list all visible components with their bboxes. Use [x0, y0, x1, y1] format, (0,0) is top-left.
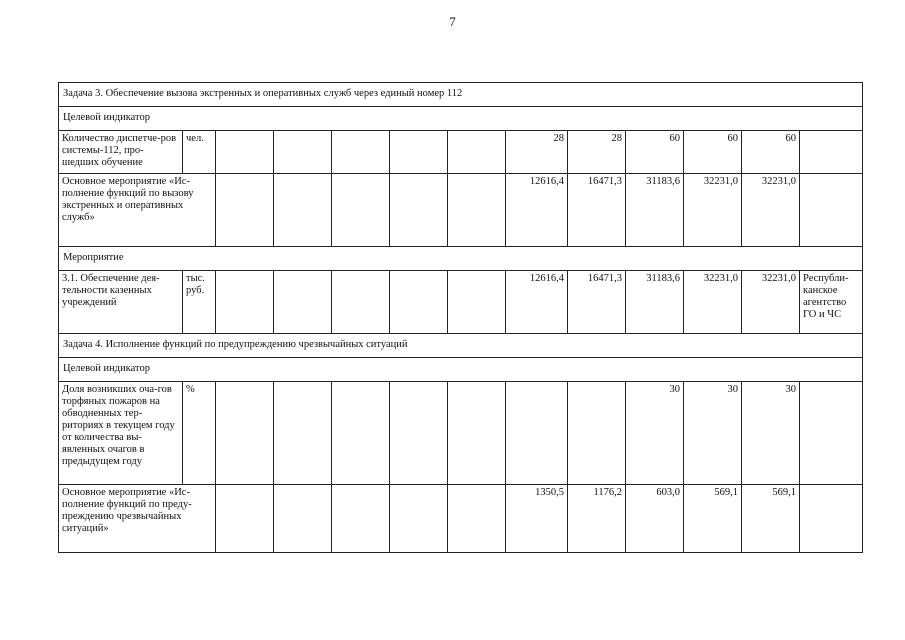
main-event-name: Основное мероприятие «Ис-полнение функций по вызову экстренных и оперативных служб»: [59, 174, 216, 247]
executor-cell: Республи-канское агентство ГО и ЧС: [800, 271, 863, 334]
value-cell: 1350,5: [506, 485, 568, 553]
table-row: [59, 485, 863, 553]
value-cell: 30: [684, 382, 742, 485]
table-row: [59, 382, 863, 485]
unit-cell: чел.: [183, 131, 216, 174]
task3-row: [59, 83, 863, 107]
table-row: [59, 131, 863, 174]
task3-title: Задача 3. Обеспечение вызова экстренных и оперативных служб через единый номер 112: [59, 83, 863, 107]
main-event-name: Основное мероприятие «Ис-полнение функций по преду-преждению чрезвычайных ситуаций»: [59, 485, 216, 553]
value-cell: 60: [626, 131, 684, 174]
value-cell: 28: [506, 131, 568, 174]
program-table: [58, 82, 863, 553]
event-name: 3.1. Обеспечение дея-тельности казенных учреждений: [59, 271, 183, 334]
indicator-name: Доля возникших оча-гов торфяных пожаров на обводненных тер-риториях в текущем году от количества вы-явленных очагов в предыдущем году: [59, 382, 183, 485]
value-cell: 603,0: [626, 485, 684, 553]
task3-indicator-header-row: [59, 107, 863, 131]
table-row: [59, 174, 863, 247]
unit-cell: %: [183, 382, 216, 485]
value-cell: 1176,2: [568, 485, 626, 553]
value-cell: 16471,3: [568, 271, 626, 334]
value-cell: 12616,4: [506, 271, 568, 334]
indicator-header: Целевой индикатор: [59, 107, 863, 131]
value-cell: 30: [626, 382, 684, 485]
event-header: Мероприятие: [59, 247, 863, 271]
indicator-header: Целевой индикатор: [59, 358, 863, 382]
value-cell: 30: [742, 382, 800, 485]
value-cell: 31183,6: [626, 174, 684, 247]
value-cell: 12616,4: [506, 174, 568, 247]
task4-title: Задача 4. Исполнение функций по предупреждению чрезвычайных ситуаций: [59, 334, 863, 358]
value-cell: 60: [742, 131, 800, 174]
page-number: 7: [449, 14, 456, 29]
unit-cell: тыс. руб.: [183, 271, 216, 334]
value-cell: 32231,0: [742, 271, 800, 334]
value-cell: 16471,3: [568, 174, 626, 247]
task4-indicator-header-row: [59, 358, 863, 382]
indicator-name: Количество диспетче-ров системы-112, про-шедших обучение: [59, 131, 183, 174]
task4-row: [59, 334, 863, 358]
event-header-row: [59, 247, 863, 271]
value-cell: 60: [684, 131, 742, 174]
value-cell: 28: [568, 131, 626, 174]
table-row: [59, 271, 863, 334]
value-cell: 569,1: [684, 485, 742, 553]
value-cell: 31183,6: [626, 271, 684, 334]
value-cell: 569,1: [742, 485, 800, 553]
value-cell: 32231,0: [742, 174, 800, 247]
value-cell: 32231,0: [684, 174, 742, 247]
value-cell: 32231,0: [684, 271, 742, 334]
